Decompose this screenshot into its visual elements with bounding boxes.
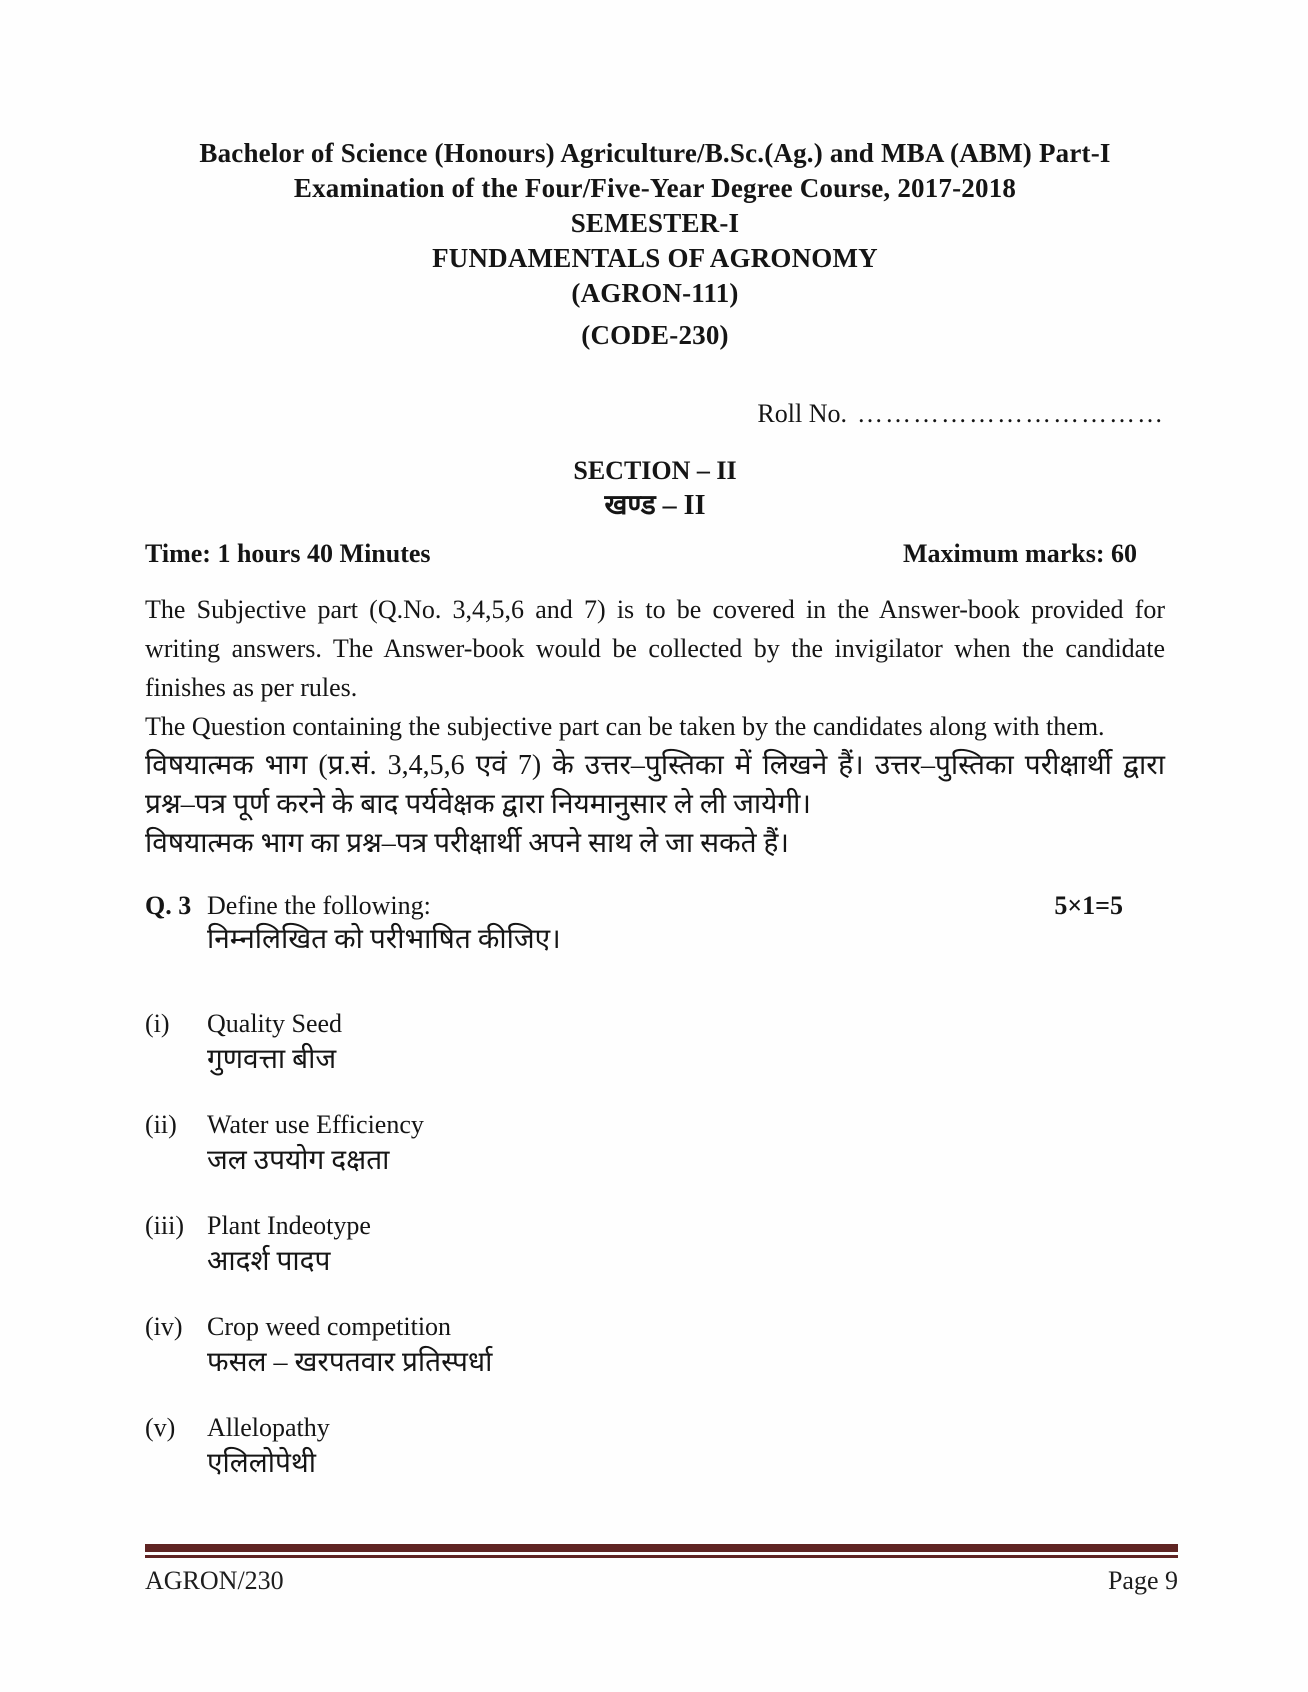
roll-no-blank-leader: …………………………… <box>857 399 1165 428</box>
title-line-course: FUNDAMENTALS OF AGRONOMY <box>432 243 878 273</box>
item-term-hindi: गुणवत्ता बीज <box>207 1044 337 1075</box>
question-number: Q. 3 <box>145 891 192 920</box>
time-marks-row <box>145 539 1165 569</box>
footer-page-number: Page 9 <box>1107 1566 1178 1595</box>
item-term-hindi: जल उपयोग दक्षता <box>207 1145 390 1176</box>
footer-rule-thick <box>145 1544 1178 1552</box>
instruction-hindi-2: विषयात्मक भाग का प्रश्न–पत्र परीक्षार्थी अपने साथ ले जा सकते हैं। <box>145 828 790 859</box>
page-content <box>145 0 1165 1512</box>
item-body <box>207 1007 342 1077</box>
item-body <box>207 1108 424 1178</box>
list-item <box>145 1108 1165 1178</box>
list-item <box>145 1411 1165 1481</box>
list-item <box>145 1310 1165 1380</box>
item-term-hindi: फसल – खरपतवार प्रतिस्पर्धा <box>207 1347 493 1378</box>
footer-text-row <box>145 1565 1178 1597</box>
item-body <box>207 1310 492 1380</box>
item-term-hindi: आदर्श पादप <box>207 1246 331 1277</box>
item-term-english: Crop weed competition <box>207 1312 452 1341</box>
section-heading-hindi: खण्ड – II <box>604 490 706 521</box>
item-number: (v) <box>145 1413 176 1442</box>
roll-no-label: Roll No. <box>757 399 847 428</box>
title-line-exam: Examination of the Four/Five-Year Degree Course, 2017-2018 <box>293 173 1017 203</box>
question-marks: 5×1=5 <box>1054 891 1123 920</box>
list-item <box>145 1007 1165 1077</box>
page-footer <box>145 1544 1178 1597</box>
item-number: (ii) <box>145 1110 177 1139</box>
instruction-hindi-1: विषयात्मक भाग (प्र.सं. 3,4,5,6 एवं 7) के उत्तर–पुस्तिका में लिखने हैं। उत्तर–पुस्तिका परीक्षार्थी द्वारा प्रश्न–पत्र पूर्ण करने के बाद पर्यवेक्षक द्वारा नियमानुसार ले ली जायेगी। <box>145 750 1165 820</box>
item-term-english: Plant Indeotype <box>207 1211 371 1240</box>
item-term-english: Allelopathy <box>207 1413 330 1442</box>
instructions-block <box>145 590 1165 863</box>
question-text-hindi: निम्नलिखित को परीभाषित कीजिए। <box>207 924 561 955</box>
item-term-english: Water use Efficiency <box>207 1110 424 1139</box>
question-3-heading <box>145 890 1165 922</box>
title-line-semester: SEMESTER-I <box>570 208 740 238</box>
document-header <box>145 136 1165 353</box>
instruction-english-1: The Subjective part (Q.No. 3,4,5,6 and 7) is to be covered in the Answer-book provided for writing answers. The Answer-book would be collected by the invigilator when the candidate finishes as per rules. <box>145 595 1165 702</box>
footer-paper-id: AGRON/230 <box>145 1566 284 1595</box>
title-line-course-code: (AGRON-111) <box>571 278 739 308</box>
title-line-degree: Bachelor of Science (Honours) Agriculture/B.Sc.(Ag.) and MBA (ABM) Part-I <box>199 138 1111 168</box>
item-body <box>207 1411 330 1481</box>
paper-code: (CODE-230) <box>581 320 729 350</box>
item-term-english: Quality Seed <box>207 1009 343 1038</box>
item-number: (iv) <box>145 1312 183 1341</box>
list-item <box>145 1209 1165 1279</box>
question-text-english: Define the following: <box>207 891 431 920</box>
item-term-hindi: एलिलोपेथी <box>207 1448 317 1479</box>
time-allowed: Time: 1 hours 40 Minutes <box>145 539 431 568</box>
maximum-marks: Maximum marks: 60 <box>903 539 1137 568</box>
item-number: (i) <box>145 1009 170 1038</box>
item-body <box>207 1209 371 1279</box>
definition-items-list <box>145 1007 1165 1481</box>
instruction-english-2: The Question containing the subjective part can be taken by the candidates along with them. <box>145 712 1105 741</box>
roll-no-line <box>145 399 1165 429</box>
footer-rule-thin <box>145 1555 1178 1558</box>
item-number: (iii) <box>145 1211 184 1240</box>
section-heading-english: SECTION – II <box>573 456 737 485</box>
